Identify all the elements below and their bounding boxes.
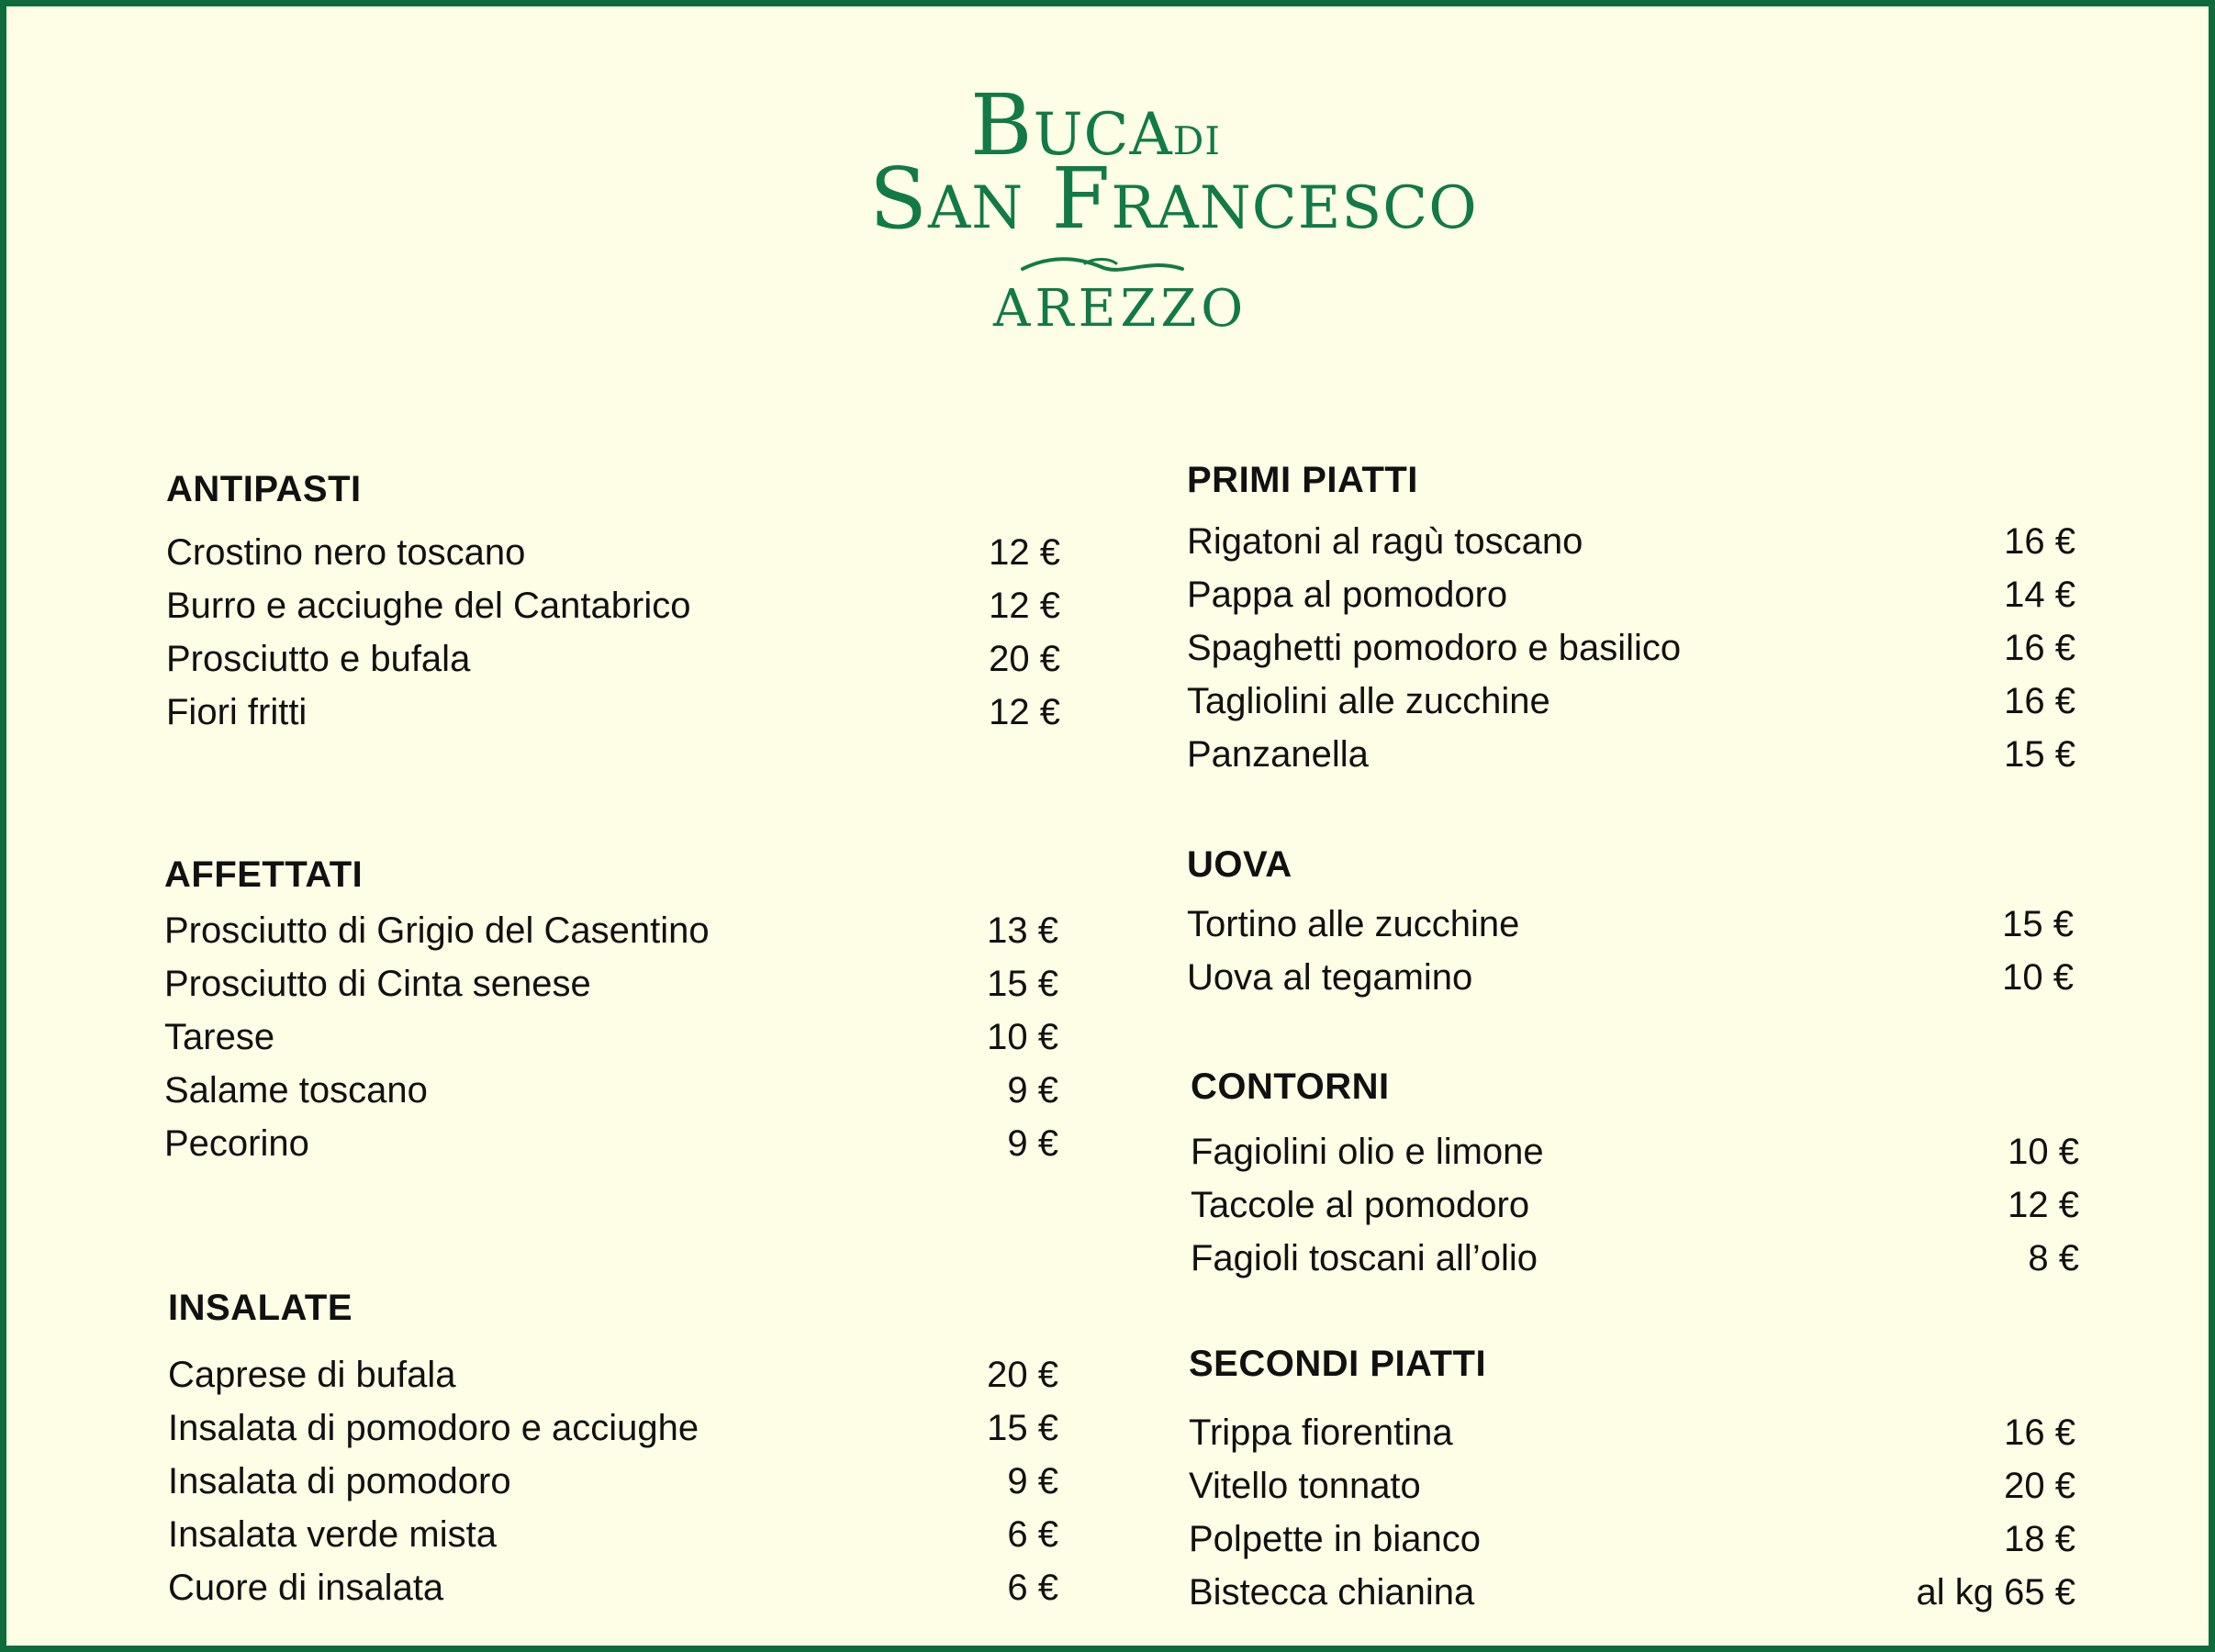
item-list <box>1187 515 2075 781</box>
menu-item-price: 12 € <box>989 692 1060 732</box>
section-primi-piatti <box>1187 462 2075 781</box>
menu-item-price: 16 € <box>2004 521 2075 562</box>
menu-item-name: Insalata verde mista <box>168 1514 497 1555</box>
menu-item-price: 16 € <box>2004 681 2075 721</box>
menu-item-price: 18 € <box>2004 1519 2075 1559</box>
menu-item <box>164 957 1058 1010</box>
section-affettati <box>164 856 1058 1170</box>
menu-item-price: 10 € <box>2008 1132 2079 1172</box>
item-list <box>1187 898 2074 1004</box>
menu-item-price: 9 € <box>1007 1461 1058 1501</box>
menu-item <box>164 1064 1058 1117</box>
menu-item <box>1187 675 2075 728</box>
menu-item-name: Fagioli toscani all’olio <box>1191 1238 1538 1278</box>
menu-item <box>1187 951 2074 1004</box>
section-insalate <box>168 1289 1058 1614</box>
menu-item <box>1189 1566 2075 1619</box>
section-title: AFFETTATI <box>164 854 364 895</box>
menu-item-price: 15 € <box>2002 904 2074 944</box>
menu-item-name: Salame toscano <box>164 1070 428 1111</box>
menu-item-price: 20 € <box>989 639 1060 679</box>
menu-item <box>168 1348 1058 1401</box>
menu-item-price: 13 € <box>987 910 1058 951</box>
menu-item-name: Pappa al pomodoro <box>1187 575 1508 615</box>
menu-item-price: 20 € <box>2004 1466 2075 1506</box>
logo-word-buca: Buca <box>970 76 1173 174</box>
menu-item <box>164 1117 1058 1170</box>
section-title: SECONDI PIATTI <box>1189 1344 1487 1384</box>
menu-item-price: 10 € <box>2002 957 2074 998</box>
menu-item-price: 15 € <box>987 1408 1058 1448</box>
item-list <box>164 904 1058 1170</box>
menu-item <box>1187 515 2075 568</box>
menu-item <box>1189 1459 2075 1512</box>
menu-item-name: Fiori fritti <box>166 692 308 732</box>
menu-item-price: 15 € <box>2004 734 2075 775</box>
menu-item-price: 6 € <box>1007 1568 1058 1608</box>
item-list <box>168 1348 1058 1614</box>
menu-item <box>164 1010 1058 1064</box>
menu-item-price: 20 € <box>987 1355 1058 1395</box>
menu-item-price: 14 € <box>2004 575 2075 615</box>
menu-item <box>1187 728 2075 781</box>
item-list <box>1191 1125 2079 1285</box>
menu-item <box>1191 1232 2079 1285</box>
logo-line-2: San Francesco <box>869 150 1478 248</box>
logo-word-di: di <box>1172 104 1221 168</box>
menu-item <box>1187 898 2074 951</box>
menu-item-price: 12 € <box>989 532 1060 573</box>
menu-item-name: Crostino nero toscano <box>166 532 526 573</box>
menu-item-name: Burro e acciughe del Cantabrico <box>166 586 691 626</box>
menu-item <box>1191 1178 2079 1232</box>
section-uova <box>1187 846 2074 1004</box>
menu-item-name: Panzanella <box>1187 734 1369 775</box>
menu-item-price: 10 € <box>987 1017 1058 1057</box>
section-title: ANTIPASTI <box>166 469 362 509</box>
menu-item <box>164 904 1058 957</box>
menu-item-name: Polpette in bianco <box>1189 1519 1482 1559</box>
item-list <box>1189 1406 2075 1619</box>
menu-item <box>1189 1406 2075 1459</box>
menu-item-price: 12 € <box>989 586 1060 626</box>
menu-item <box>1189 1512 2075 1566</box>
menu-item-name: Spaghetti pomodoro e basilico <box>1187 628 1682 668</box>
menu-item-name: Tarese <box>164 1017 275 1057</box>
menu-item <box>1187 621 2075 675</box>
menu-item-price: al kg 65 € <box>1916 1572 2075 1613</box>
logo-swash-icon <box>1021 252 1186 280</box>
menu-item-price: 16 € <box>2004 628 2075 668</box>
menu-item-name: Prosciutto e bufala <box>166 639 471 679</box>
menu-item-price: 9 € <box>1007 1123 1058 1164</box>
menu-item-name: Insalata di pomodoro e acciughe <box>168 1408 699 1448</box>
section-title: UOVA <box>1187 844 1292 885</box>
menu-item-name: Cuore di insalata <box>168 1568 444 1608</box>
menu-item-name: Uova al tegamino <box>1187 957 1473 998</box>
menu-item-name: Fagiolini olio e limone <box>1191 1132 1544 1172</box>
menu-item-name: Insalata di pomodoro <box>168 1461 511 1501</box>
menu-item <box>1191 1125 2079 1178</box>
menu-item-name: Prosciutto di Grigio del Casentino <box>164 910 710 951</box>
menu-item-name: Caprese di bufala <box>168 1355 456 1395</box>
menu-item-name: Prosciutto di Cinta senese <box>164 964 591 1004</box>
section-secondi-piatti <box>1189 1345 2075 1619</box>
section-title: PRIMI PIATTI <box>1187 460 1418 500</box>
menu-item-name: Tortino alle zucchine <box>1187 904 1520 944</box>
menu-item <box>166 526 1060 579</box>
section-title: INSALATE <box>168 1288 353 1328</box>
menu-item-price: 16 € <box>2004 1412 2075 1453</box>
menu-item <box>168 1508 1058 1561</box>
menu-item <box>1187 568 2075 621</box>
menu-item-name: Bistecca chianina <box>1189 1572 1475 1613</box>
menu-item <box>168 1401 1058 1455</box>
item-list <box>166 526 1060 739</box>
menu-item-name: Trippa fiorentina <box>1189 1412 1453 1453</box>
menu-item-price: 15 € <box>987 964 1058 1004</box>
menu-item <box>166 686 1060 739</box>
menu-item-price: 8 € <box>2028 1238 2079 1278</box>
section-title: CONTORNI <box>1191 1066 1390 1107</box>
menu-item-price: 12 € <box>2008 1185 2079 1225</box>
section-antipasti <box>166 471 1060 739</box>
menu-item <box>166 579 1060 632</box>
menu-item-name: Vitello tonnato <box>1189 1466 1421 1506</box>
menu-item <box>168 1455 1058 1508</box>
menu-item <box>166 632 1060 686</box>
logo-city: AREZZO <box>993 279 1248 339</box>
menu-item <box>168 1561 1058 1614</box>
menu-item-price: 9 € <box>1007 1070 1058 1111</box>
menu-item-price: 6 € <box>1007 1514 1058 1555</box>
menu-item-name: Pecorino <box>164 1123 309 1164</box>
section-contorni <box>1191 1068 2079 1285</box>
menu-item-name: Rigatoni al ragù toscano <box>1187 521 1583 562</box>
menu-item-name: Tagliolini alle zucchine <box>1187 681 1550 721</box>
menu-item-name: Taccole al pomodoro <box>1191 1185 1530 1225</box>
